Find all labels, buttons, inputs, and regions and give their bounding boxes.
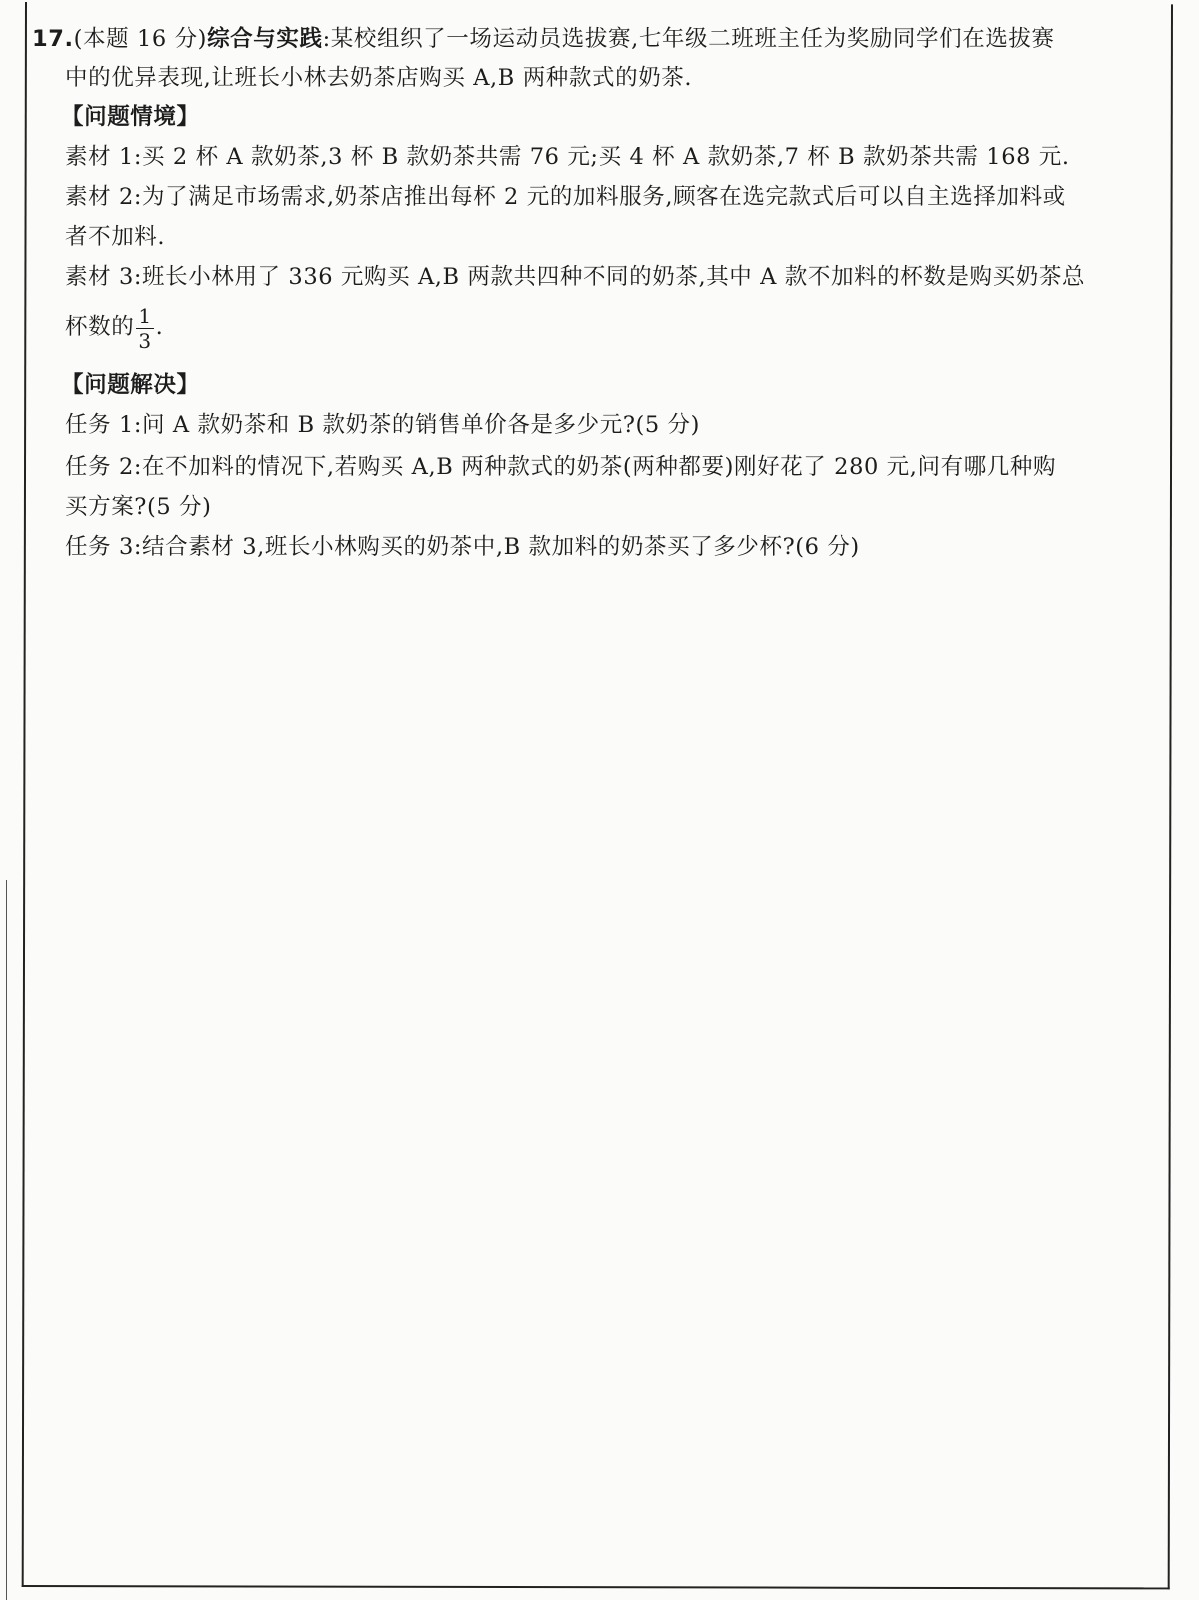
task-3: 任务 3:结合素材 3,班长小林购买的奶茶中,B 款加料的奶茶买了多少杯?(6 分) <box>65 534 860 560</box>
question-type-label: 综合与实践 <box>207 26 323 52</box>
question-number: 17. <box>32 26 74 52</box>
material-3-line-1: 素材 3:班长小林用了 336 元购买 A,B 两款共四种不同的奶茶,其中 A 款不加料的杯数是购买奶茶总 <box>65 264 1086 290</box>
page-edge-line <box>6 880 7 1600</box>
question-intro-line-1 <box>32 24 1055 54</box>
material-2-line-2: 者不加料. <box>65 224 166 250</box>
material-3-line-2 <box>65 300 163 354</box>
fraction-numerator: 1 <box>138 303 152 328</box>
answer-box-border <box>22 2 1173 1589</box>
situation-heading: 【问题情境】 <box>61 104 200 130</box>
question-intro-text: :某校组织了一场运动员选拔赛,七年级二班班主任为奖励同学们在选拔赛 <box>322 26 1055 52</box>
material-3-suffix: . <box>155 314 164 340</box>
material-3-prefix: 杯数的 <box>65 314 135 340</box>
question-intro-line-2: 中的优异表现,让班长小林去奶茶店购买 A,B 两种款式的奶茶. <box>65 65 693 91</box>
task-1: 任务 1:问 A 款奶茶和 B 款奶茶的销售单价各是多少元?(5 分) <box>65 412 701 438</box>
one-third-fraction <box>136 304 153 353</box>
task-2-line-2: 买方案?(5 分) <box>65 494 212 520</box>
material-2-line-1: 素材 2:为了满足市场需求,奶茶店推出每杯 2 元的加料服务,顾客在选完款式后可以自主选择加料或 <box>65 184 1066 210</box>
question-score-meta: (本题 16 分) <box>73 26 208 52</box>
solution-heading: 【问题解决】 <box>61 372 200 398</box>
material-1: 素材 1:买 2 杯 A 款奶茶,3 杯 B 款奶茶共需 76 元;买 4 杯 A 款奶茶,7 杯 B 款奶茶共需 168 元. <box>65 144 1070 170</box>
task-2-line-1: 任务 2:在不加料的情况下,若购买 A,B 两种款式的奶茶(两种都要)刚好花了 280 元,问有哪几种购 <box>65 454 1057 480</box>
fraction-denominator: 3 <box>138 328 152 353</box>
